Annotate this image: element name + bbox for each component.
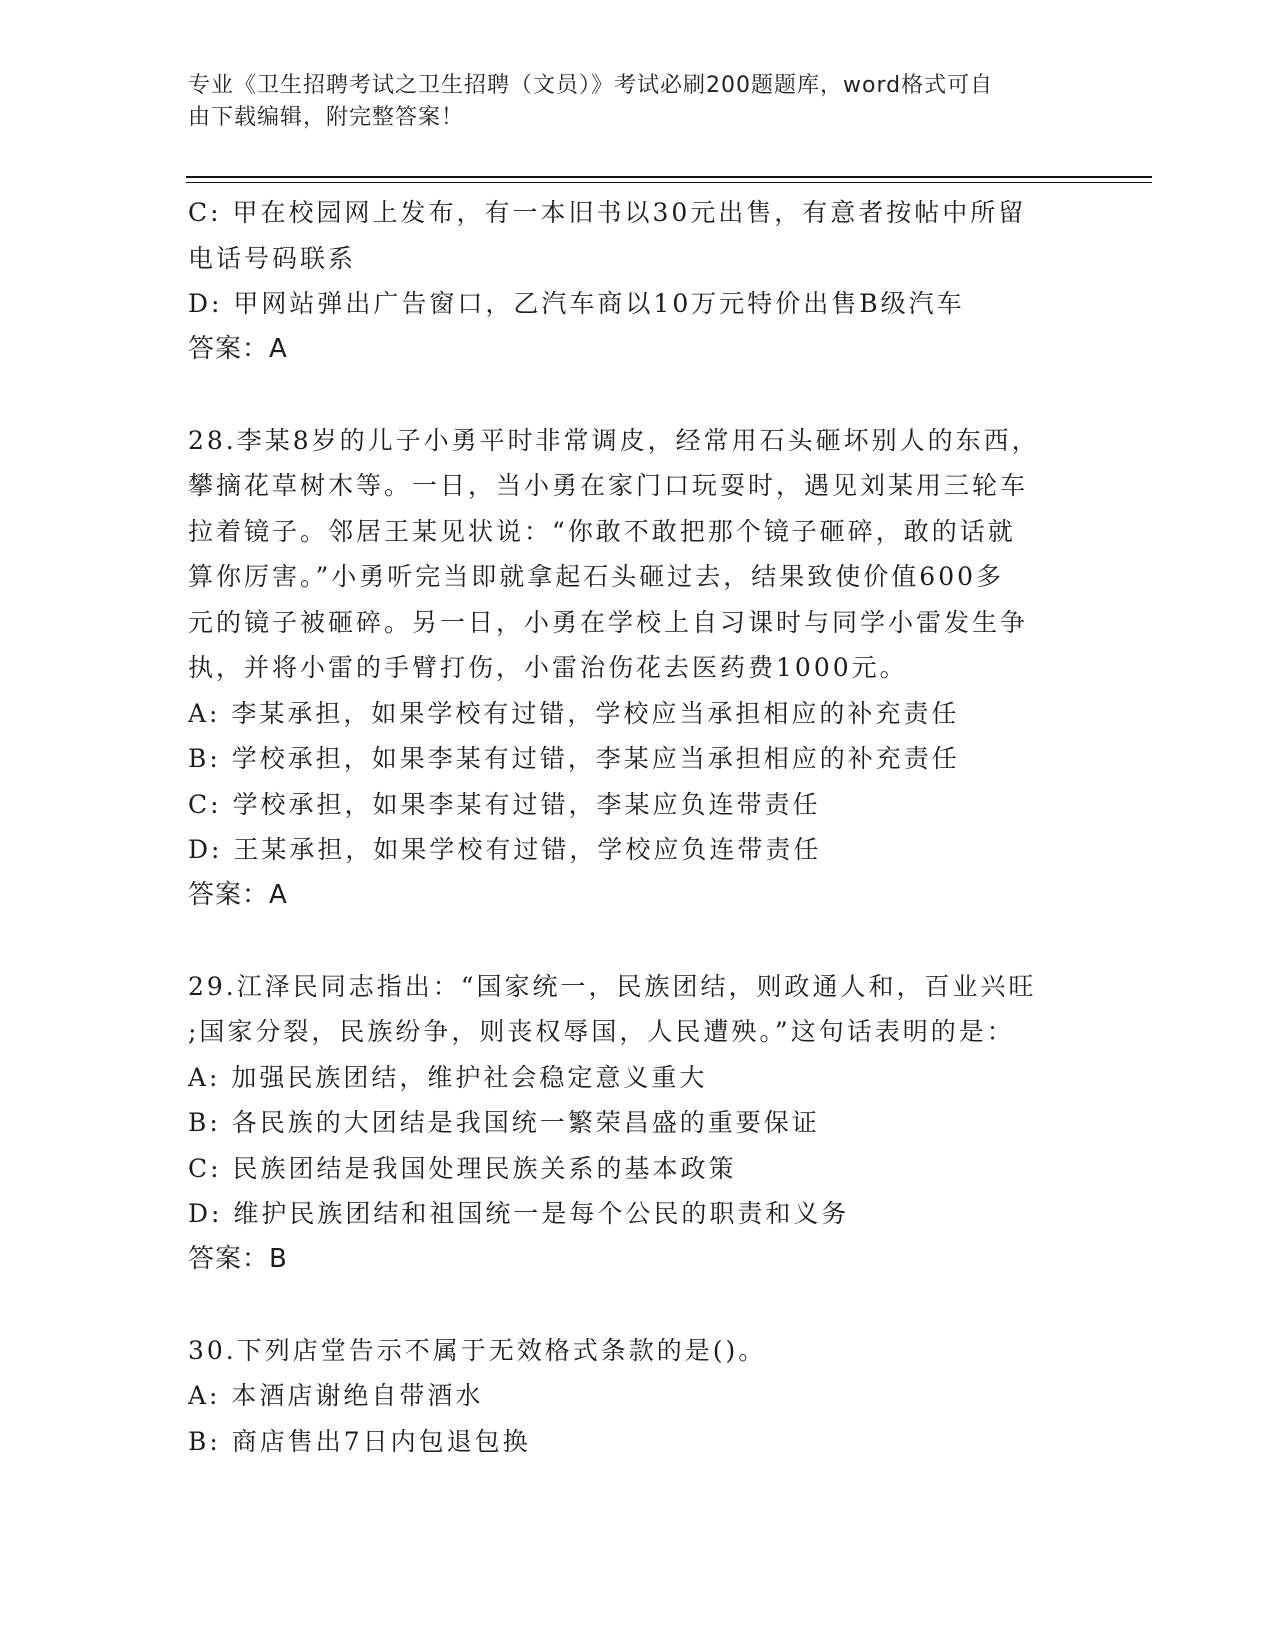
option-a: A: 李某承担，如果学校有过错，学校应当承担相应的补充责任: [188, 698, 960, 728]
question-stem-line: 拉着镜子。邻居王某见状说：“你敢不敢把那个镜子砸碎，敢的话就: [188, 516, 1016, 546]
page-header: [188, 70, 1068, 134]
question-stem-line: 算你厉害。”小勇听完当即就拿起石头砸过去，结果致使价值600多: [188, 562, 1005, 591]
header-rule-thick: [186, 176, 1152, 178]
header-rule-thin: [186, 182, 1152, 183]
question-stem-line: 29.江泽民同志指出：“国家统一，民族团结，则政通人和，百业兴旺: [188, 971, 1037, 1001]
question-stem-line: 元的镜子被砸碎。另一日，小勇在学校上自习课时与同学小雷发生争: [188, 607, 1029, 637]
question-stem-line: 28.李某8岁的儿子小勇平时非常调皮，经常用石头砸坏别人的东西，: [188, 425, 1040, 455]
question-28: [188, 418, 1088, 919]
question-27-tail: [188, 190, 1088, 372]
option-b: B: 学校承担，如果李某有过错，李某应当承担相应的补充责任: [188, 744, 960, 773]
question-29: [188, 964, 1088, 1283]
spacer: [188, 372, 1088, 418]
question-stem-line: 执，并将小雷的手臂打伤，小雷治伤花去医药费1000元。: [188, 653, 908, 682]
spacer: [188, 918, 1088, 964]
spacer: [188, 1282, 1088, 1328]
question-stem-line: 30.下列店堂告示不属于无效格式条款的是()。: [188, 1335, 767, 1365]
answer: 答案：A: [188, 333, 288, 364]
answer: 答案：B: [188, 1243, 288, 1274]
question-stem-line: ;国家分裂，民族纷争，则丧权辱国，人民遭殃。”这句话表明的是：: [188, 1017, 1015, 1046]
option-a: A: 本酒店谢绝自带酒水: [188, 1381, 484, 1410]
option-a: A: 加强民族团结，维护社会稳定意义重大: [188, 1062, 708, 1092]
option-d: D: 维护民族团结和祖国统一是每个公民的职责和义务: [188, 1199, 850, 1228]
option-c: C: 学校承担，如果李某有过错，李某应负连带责任: [188, 789, 821, 819]
option-c-continued: 电话号码联系: [188, 243, 357, 273]
question-30: [188, 1328, 1088, 1465]
answer: 答案：A: [188, 879, 288, 910]
option-b: B: 各民族的大团结是我国统一繁荣昌盛的重要保证: [188, 1108, 820, 1137]
option-d: D: 甲网站弹出广告窗口，乙汽车商以10万元特价出售B级汽车: [188, 289, 965, 318]
option-c: C: 甲在校园网上发布，有一本旧书以30元出售，有意者按帖中所留: [188, 198, 1027, 227]
document-body: [188, 190, 1088, 1464]
option-b: B: 商店售出7日内包退包换: [188, 1426, 531, 1456]
header-title-line-1: 专业《卫生招聘考试之卫生招聘（文员）》考试必刷200题题库，word格式可自: [188, 73, 994, 98]
option-d: D: 王某承担，如果学校有过错，学校应负连带责任: [188, 835, 822, 864]
question-stem-line: 攀摘花草树木等。一日，当小勇在家门口玩耍时，遇见刘某用三轮车: [188, 471, 1029, 500]
header-title-line-2: 由下载编辑，附完整答案！: [188, 105, 465, 130]
option-c: C: 民族团结是我国处理民族关系的基本政策: [188, 1153, 737, 1183]
